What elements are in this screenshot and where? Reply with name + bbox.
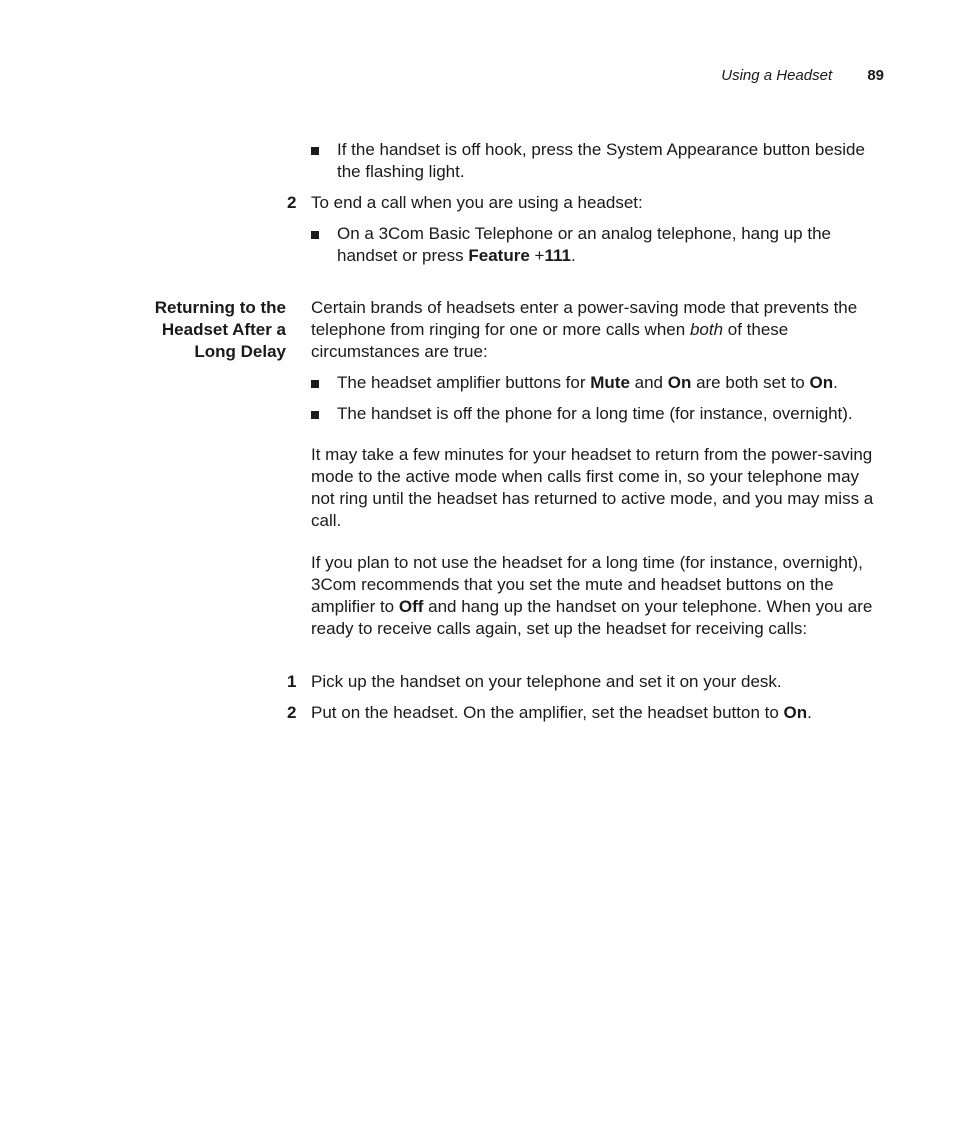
step-number: 2 bbox=[287, 703, 297, 722]
text-run: On a 3Com Basic Telephone or an analog telephone, hang up the handset or press bbox=[337, 224, 831, 265]
text-run: are both set to bbox=[691, 373, 810, 392]
intro-bullet-text: If the handset is off hook, press the System Appearance button beside the flashing light. bbox=[337, 140, 865, 181]
step-number: 1 bbox=[287, 672, 297, 691]
section-intro bbox=[311, 297, 891, 363]
step-number: 2 bbox=[287, 193, 297, 212]
text-run: of these circumstances are true: bbox=[311, 320, 789, 361]
step-text: To end a call when you are using a headset: bbox=[311, 193, 643, 212]
emphasis: both bbox=[689, 320, 724, 339]
text-run: Certain brands of headsets enter a power-saving mode that prevents the telephone from ringing for one or more calls when bbox=[311, 298, 858, 339]
step-text bbox=[311, 702, 891, 724]
page-header bbox=[721, 66, 884, 86]
text-run: + bbox=[529, 246, 545, 265]
section-heading bbox=[120, 297, 286, 363]
text-run: . bbox=[807, 703, 812, 722]
bullet-marker bbox=[311, 411, 319, 419]
amplifier-bullet-text bbox=[337, 372, 893, 394]
heading-line: Headset After a bbox=[161, 320, 286, 339]
text-run: Put on the headset. On the amplifier, set the headset button to bbox=[311, 703, 784, 722]
page-number: 89 bbox=[867, 67, 884, 84]
text-run: and hang up the handset on your telephone. When you are ready to receive calls again, set up the headset for receiving calls: bbox=[311, 597, 873, 638]
bullet-marker bbox=[311, 380, 319, 388]
paragraph bbox=[311, 552, 891, 640]
feature-code: 111 bbox=[544, 246, 571, 265]
feature-key-label: Feature bbox=[468, 246, 530, 265]
text-run: If you plan to not use the headset for a long time (for instance, overnight), 3Com recommends that you set the mute and headset buttons on the amplifier to bbox=[311, 553, 863, 616]
off-label: Off bbox=[398, 597, 424, 616]
step-text: Pick up the handset on your telephone and set it on your desk. bbox=[311, 672, 782, 691]
text-run: The headset amplifier buttons for bbox=[337, 373, 591, 392]
handset-off-bullet-text: The handset is off the phone for a long time (for instance, overnight). bbox=[337, 404, 853, 423]
text-run: and bbox=[629, 373, 668, 392]
on-label: On bbox=[667, 373, 692, 392]
running-title: Using a Headset bbox=[721, 67, 833, 84]
paragraph: It may take a few minutes for your headset to return from the power-saving mode to the active mode when calls first come in, so your telephone may not ring until the headset has returned to active mode, and you may miss a call. bbox=[311, 445, 874, 530]
on-label: On bbox=[783, 703, 808, 722]
bullet-marker bbox=[311, 147, 319, 155]
text-run: . bbox=[570, 246, 576, 265]
mute-label: Mute bbox=[590, 373, 630, 392]
heading-line: Returning to the bbox=[154, 298, 286, 317]
text-run: . bbox=[833, 373, 838, 392]
heading-line: Long Delay bbox=[194, 342, 286, 361]
bullet-marker bbox=[311, 231, 319, 239]
end-call-bullet-text bbox=[337, 223, 893, 267]
on-label: On bbox=[809, 373, 834, 392]
